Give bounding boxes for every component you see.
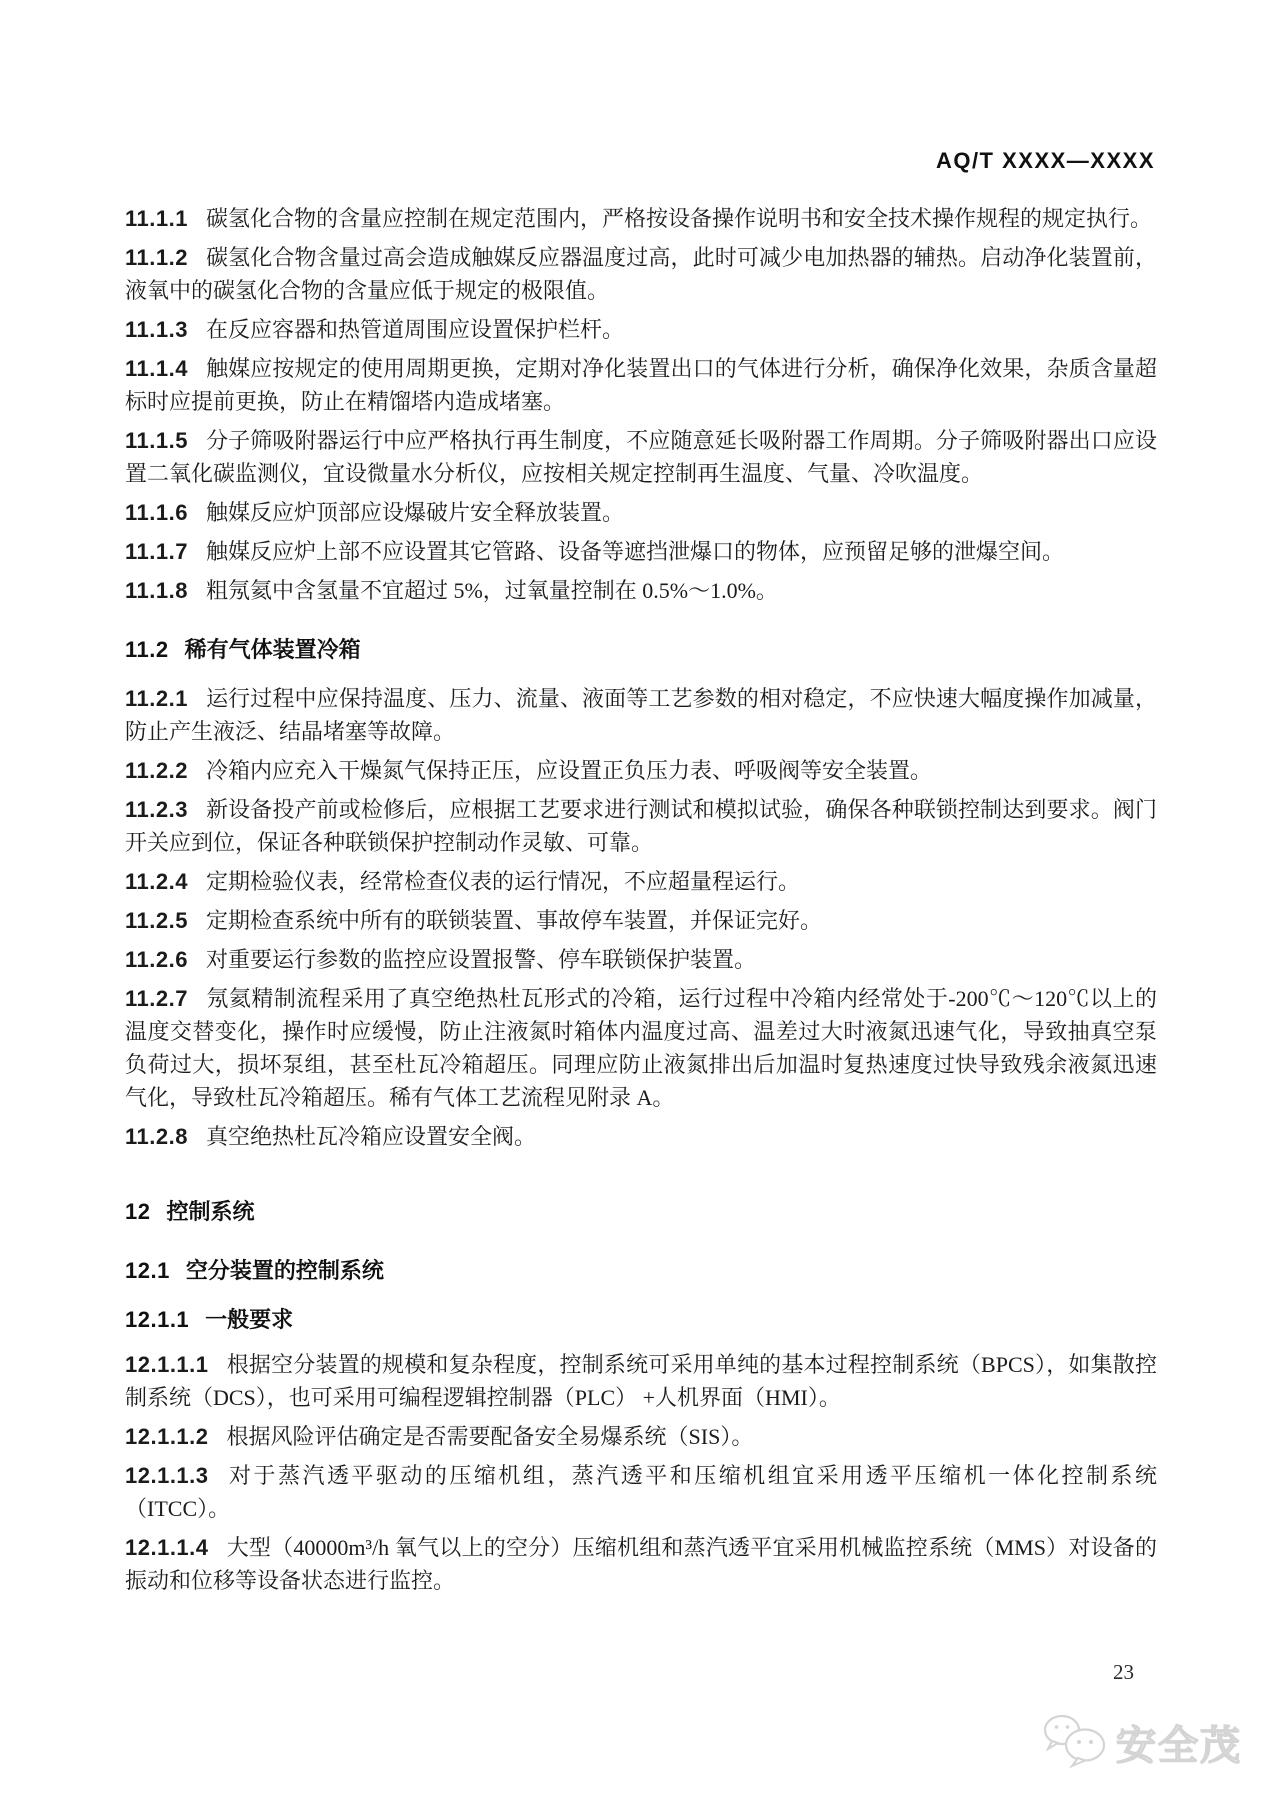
clause-12.1.1.4	[125, 1531, 1157, 1597]
clause-11.2.2	[125, 754, 1157, 787]
clause-text: 粗氖氦中含氢量不宜超过 5%，过氧量控制在 0.5%～1.0%。	[205, 578, 778, 603]
clause-number: 11.2	[125, 637, 169, 662]
clause-11.2.3	[125, 793, 1157, 859]
clause-text: 根据风险评估确定是否需要配备安全易爆系统（SIS）。	[226, 1424, 754, 1449]
clause-number: 12.1.1.4	[125, 1535, 209, 1560]
clause-number: 12	[125, 1199, 151, 1224]
clause-number: 12.1.1.2	[125, 1424, 209, 1449]
clause-number: 11.1.1	[125, 206, 188, 231]
clause-11.1.3	[125, 313, 1157, 346]
clause-11.2.6	[125, 943, 1157, 976]
clause-12.1.1.3	[125, 1459, 1157, 1525]
clause-number: 12.1.1.1	[125, 1352, 209, 1377]
clause-number: 11.2.1	[125, 686, 188, 711]
clause-number: 11.2.5	[125, 908, 188, 933]
clause-11.1.2	[125, 241, 1157, 307]
clause-text: 冷箱内应充入干燥氮气保持正压，应设置正负压力表、呼吸阀等安全装置。	[205, 758, 932, 783]
clause-text: 分子筛吸附器运行中应严格执行再生制度，不应随意延长吸附器工作周期。分子筛吸附器出口应设置二氧化碳监测仪，宜设微量水分析仪，应按相关规定控制再生温度、气量、冷吹温度。	[125, 428, 1157, 486]
doc-body	[125, 202, 1157, 1603]
clause-number: 12.1	[125, 1258, 170, 1283]
clause-number: 11.1.2	[125, 245, 188, 270]
clause-number: 11.2.3	[125, 797, 188, 822]
clause-text: 定期检验仪表，经常检查仪表的运行情况，不应超量程运行。	[205, 869, 800, 894]
heading-text: 空分装置的控制系统	[185, 1258, 384, 1283]
clause-11.2.5	[125, 904, 1157, 937]
clause-text: 触媒反应炉上部不应设置其它管路、设备等遮挡泄爆口的物体，应预留足够的泄爆空间。	[205, 539, 1064, 564]
clause-number: 11.2.8	[125, 1124, 188, 1149]
section-heading-12.1	[125, 1254, 1157, 1287]
heading-text: 控制系统	[166, 1199, 255, 1224]
clause-11.2.8	[125, 1120, 1157, 1153]
clause-number: 12.1.1	[125, 1307, 190, 1332]
doc-code-header: AQ/T XXXX—XXXX	[935, 148, 1155, 173]
clause-11.1.5	[125, 424, 1157, 490]
clause-11.2.7	[125, 982, 1157, 1114]
clause-12.1.1.1	[125, 1348, 1157, 1414]
clause-number: 11.1.3	[125, 317, 188, 342]
clause-text: 碳氢化合物含量过高会造成触媒反应器温度过高，此时可减少电加热器的辅热。启动净化装置前，液氧中的碳氢化合物的含量应低于规定的极限值。	[125, 245, 1157, 303]
clause-text: 对于蒸汽透平驱动的压缩机组，蒸汽透平和压缩机组宜采用透平压缩机一体化控制系统（ITCC）。	[125, 1463, 1157, 1521]
clause-text: 触媒应按规定的使用周期更换，定期对净化装置出口的气体进行分析，确保净化效果，杂质含量超标时应提前更换，防止在精馏塔内造成堵塞。	[125, 356, 1157, 414]
clause-11.2.1	[125, 682, 1157, 748]
clause-11.1.4	[125, 352, 1157, 418]
clause-number: 11.1.5	[125, 428, 188, 453]
heading-text: 一般要求	[205, 1307, 294, 1332]
clause-text: 真空绝热杜瓦冷箱应设置安全阀。	[205, 1124, 536, 1149]
clause-number: 11.1.7	[125, 539, 188, 564]
watermark	[1040, 1712, 1242, 1773]
heading-text: 稀有气体装置冷箱	[184, 637, 361, 662]
wechat-bubbles-icon	[1040, 1712, 1106, 1773]
clause-text: 新设备投产前或检修后，应根据工艺要求进行测试和模拟试验，确保各种联锁控制达到要求。阀门开关应到位，保证各种联锁保护控制动作灵敏、可靠。	[125, 797, 1157, 855]
clause-number: 11.1.6	[125, 500, 188, 525]
watermark-text: 安全茂	[1116, 1724, 1242, 1768]
clause-text: 运行过程中应保持温度、压力、流量、液面等工艺参数的相对稳定，不应快速大幅度操作加减量，防止产生液泛、结晶堵塞等故障。	[125, 686, 1157, 744]
clause-11.1.6	[125, 496, 1157, 529]
section-heading-11.2	[125, 633, 1157, 666]
clause-number: 11.2.4	[125, 869, 188, 894]
clause-number: 11.2.7	[125, 986, 188, 1011]
clause-number: 12.1.1.3	[125, 1463, 209, 1488]
section-heading-12	[125, 1195, 1157, 1228]
clause-number: 11.1.8	[125, 578, 188, 603]
clause-11.1.1	[125, 202, 1157, 235]
page-number: 23	[1113, 1660, 1134, 1684]
clause-text: 氖氦精制流程采用了真空绝热杜瓦形式的冷箱，运行过程中冷箱内经常处于-200℃～120℃以上的温度交替变化，操作时应缓慢，防止注液氮时箱体内温度过高、温差过大时液氮迅速气化，导致抽真空泵负荷过大，损坏泵组，甚至杜瓦冷箱超压。同理应防止液氮排出后加温时复热速度过快导致残余液氮迅速气化，导致杜瓦冷箱超压。稀有气体工艺流程见附录 A。	[125, 986, 1157, 1110]
clause-11.2.4	[125, 865, 1157, 898]
clause-text: 大型（40000m³/h 氧气以上的空分）压缩机组和蒸汽透平宜采用机械监控系统（MMS）对设备的振动和位移等设备状态进行监控。	[125, 1535, 1157, 1593]
clause-text: 对重要运行参数的监控应设置报警、停车联锁保护装置。	[205, 947, 756, 972]
clause-text: 碳氢化合物的含量应控制在规定范围内，严格按设备操作说明书和安全技术操作规程的规定执行。	[205, 206, 1152, 231]
clause-text: 触媒反应炉顶部应设爆破片安全释放装置。	[205, 500, 624, 525]
clause-11.1.7	[125, 535, 1157, 568]
clause-text: 定期检查系统中所有的联锁装置、事故停车装置，并保证完好。	[205, 908, 822, 933]
clause-number: 11.1.4	[125, 356, 188, 381]
clause-text: 根据空分装置的规模和复杂程度，控制系统可采用单纯的基本过程控制系统（BPCS），如集散控制系统（DCS），也可采用可编程逻辑控制器（PLC） +人机界面（HMI）。	[125, 1352, 1157, 1410]
clause-11.1.8	[125, 574, 1157, 607]
clause-text: 在反应容器和热管道周围应设置保护栏杆。	[205, 317, 624, 342]
clause-number: 11.2.2	[125, 758, 188, 783]
clause-number: 11.2.6	[125, 947, 188, 972]
section-heading-12.1.1	[125, 1303, 1157, 1336]
clause-12.1.1.2	[125, 1420, 1157, 1453]
